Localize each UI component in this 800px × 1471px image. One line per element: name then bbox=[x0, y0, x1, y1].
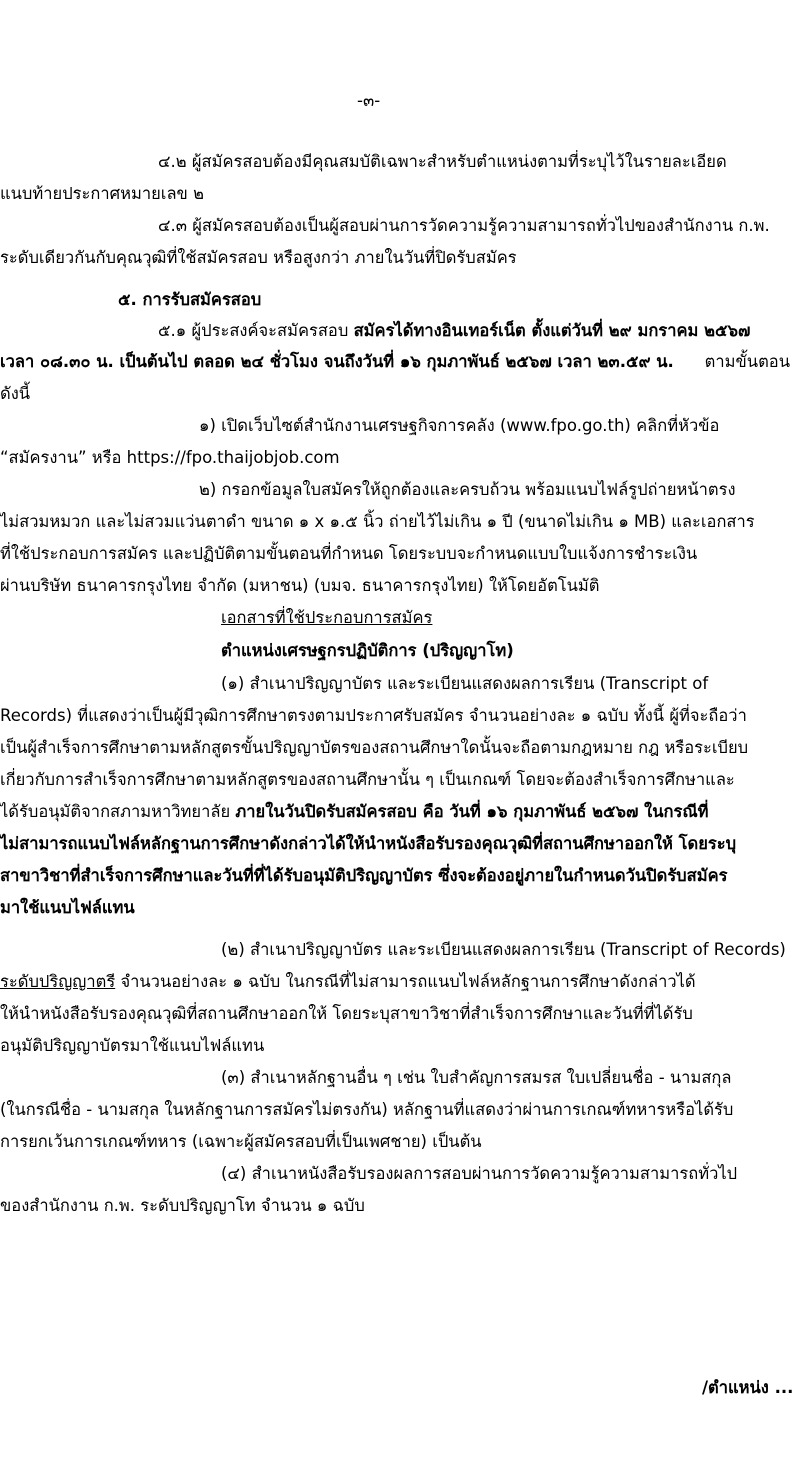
step-2-line-3: ที่ใช้ประกอบการสมัคร และปฏิบัติตามขั้นตอนที่กำหนด โดยระบบจะกำหนดแบบใบแจ้งการชำระเงิน bbox=[0, 544, 698, 563]
doc-3-line-3: การยกเว้นการเกณฑ์ทหาร (เฉพาะผู้สมัครสอบที่เป็นเพศชาย) เป็นต้น bbox=[0, 1132, 482, 1151]
doc-2-copies-text: จำนวนอย่างละ ๑ ฉบับ ในกรณีที่ไม่สามารถแนบไฟล์หลักฐานการศึกษาดังกล่าวได้ bbox=[120, 972, 696, 991]
doc-2-line-4: อนุมัติปริญญาบัตรมาใช้แนบไฟล์แทน bbox=[0, 1036, 265, 1055]
position-heading: ตำแหน่งเศรษฐกรปฏิบัติการ (ปริญญาโท) bbox=[221, 641, 514, 660]
doc-1-line-2: Records) ที่แสดงว่าเป็นผู้มีวุฒิการศึกษาตรงตามประกาศรับสมัคร จำนวนอย่างละ ๑ ฉบับ ทั้งนี้ ผู้ที่จะถือว่า bbox=[0, 706, 747, 725]
doc-1-line-4: เกี่ยวกับการสำเร็จการศึกษาตามหลักสูตรของสถานศึกษานั้น ๆ เป็นเกณฑ์ โดยจะต้องสำเร็จการศึกษาและ bbox=[0, 770, 735, 789]
documents-heading: เอกสารที่ใช้ประกอบการสมัคร bbox=[221, 608, 433, 627]
section-4-2-line-1: ๔.๒ ผู้สมัครสอบต้องมีคุณสมบัติเฉพาะสำหรับตำแหน่งตามที่ระบุไว้ในรายละเอียด bbox=[158, 152, 727, 171]
section-5-heading: ๕. การรับสมัครสอบ bbox=[118, 290, 262, 309]
doc-1-line-6: ไม่สามารถแนบไฟล์หลักฐานการศึกษาดังกล่าวได้ให้นำหนังสือรับรองคุณวุฒิที่สถานศึกษาออกให้ โดยระบุ bbox=[0, 834, 737, 853]
continuation-footer: /ตำแหน่ง ... bbox=[702, 1378, 794, 1397]
section-4-2-line-2: แนบท้ายประกาศหมายเลข ๒ bbox=[0, 184, 204, 203]
section-5-1-intro: ๕.๑ ผู้ประสงค์จะสมัครสอบ bbox=[158, 321, 349, 340]
section-5-1-line-2 bbox=[0, 351, 790, 373]
doc-1-line-1: (๑) สำเนาปริญญาบัตร และระเบียนแสดงผลการเรียน (Transcript of bbox=[221, 674, 709, 693]
step-1-line-2: “สมัครงาน” หรือ https://fpo.thaijobjob.com bbox=[0, 448, 340, 467]
doc-1-deadline-text: ภายในวันปิดรับสมัครสอบ คือ วันที่ ๑๖ กุมภาพันธ์ ๒๕๖๗ ในกรณีที่ bbox=[235, 802, 709, 821]
doc-2-line-3: ให้นำหนังสือรับรองคุณวุฒิที่สถานศึกษาออกให้ โดยระบุสาขาวิชาที่สำเร็จการศึกษาและวันที่ที่ได้รับ bbox=[0, 1004, 693, 1023]
step-2-line-1: ๒) กรอกข้อมูลใบสมัครให้ถูกต้องและครบถ้วน พร้อมแนบไฟล์รูปถ่ายหน้าตรง bbox=[199, 480, 736, 499]
section-5-1-online-dates: สมัครได้ทางอินเทอร์เน็ต ตั้งแต่วันที่ ๒๙ มกราคม ๒๕๖๗ bbox=[353, 321, 751, 340]
section-5-1-steps-text: ตามขั้นตอน bbox=[704, 352, 790, 371]
section-5-1-line-3: ดังนี้ bbox=[0, 384, 31, 403]
step-2-line-2: ไม่สวมหมวก และไม่สวมแว่นตาดำ ขนาด ๑ x ๑.๕ นิ้ว ถ่ายไว้ไม่เกิน ๑ ปี (ขนาดไม่เกิน ๑ MB) และเอกสาร bbox=[0, 512, 755, 531]
doc-3-line-1: (๓) สำเนาหลักฐานอื่น ๆ เช่น ใบสำคัญการสมรส ใบเปลี่ยนชื่อ - นามสกุล bbox=[221, 1068, 732, 1087]
doc-2-line-1: (๒) สำเนาปริญญาบัตร และระเบียนแสดงผลการเรียน (Transcript of Records) bbox=[221, 940, 786, 959]
doc-1-approval-text: ได้รับอนุมัติจากสภามหาวิทยาลัย bbox=[0, 802, 231, 821]
section-5-1-line-1 bbox=[158, 320, 750, 342]
doc-1-line-5 bbox=[0, 801, 709, 823]
section-4-3-line-2: ระดับเดียวกันกับคุณวุฒิที่ใช้สมัครสอบ หรือสูงกว่า ภายในวันที่ปิดรับสมัคร bbox=[0, 248, 517, 267]
doc-1-line-3: เป็นผู้สำเร็จการศึกษาตามหลักสูตรขั้นปริญญาบัตรของสถานศึกษาใดนั้นจะถือตามกฎหมาย กฎ หรือระเบียบ bbox=[0, 738, 749, 757]
doc-4-line-1: (๔) สำเนาหนังสือรับรองผลการสอบผ่านการวัดความรู้ความสามารถทั่วไป bbox=[221, 1164, 738, 1183]
step-2-line-4: ผ่านบริษัท ธนาคารกรุงไทย จำกัด (มหาชน) (บมจ. ธนาคารกรุงไทย) ให้โดยอัตโนมัติ bbox=[0, 576, 600, 595]
doc-1-line-8: มาใช้แนบไฟล์แทน bbox=[0, 898, 135, 917]
doc-3-line-2: (ในกรณีชื่อ - นามสกุล ในหลักฐานการสมัครไม่ตรงกัน) หลักฐานที่แสดงว่าผ่านการเกณฑ์ทหารหรือได้รับ bbox=[0, 1100, 734, 1119]
doc-1-line-7: สาขาวิชาที่สำเร็จการศึกษาและวันที่ที่ได้รับอนุมัติปริญญาบัตร ซึ่งจะต้องอยู่ภายในกำหนดวันปิดรับสมัคร bbox=[0, 866, 728, 885]
section-5-1-time-range: เวลา ๐๘.๓๐ น. เป็นต้นไป ตลอด ๒๔ ชั่วโมง จนถึงวันที่ ๑๖ กุมภาพันธ์ ๒๕๖๗ เวลา ๒๓.๕๙ น. bbox=[0, 352, 674, 371]
page-number: -๓- bbox=[357, 91, 381, 110]
doc-4-line-2: ของสำนักงาน ก.พ. ระดับปริญญาโท จำนวน ๑ ฉบับ bbox=[0, 1196, 365, 1215]
doc-2-bachelor-level: ระดับปริญญาตรี bbox=[0, 972, 116, 991]
doc-2-line-2 bbox=[0, 971, 696, 993]
step-1-line-1: ๑) เปิดเว็บไซต์สำนักงานเศรษฐกิจการคลัง (www.fpo.go.th) คลิกที่หัวข้อ bbox=[199, 416, 720, 435]
section-4-3-line-1: ๔.๓ ผู้สมัครสอบต้องเป็นผู้สอบผ่านการวัดความรู้ความสามารถทั่วไปของสำนักงาน ก.พ. bbox=[158, 216, 770, 235]
